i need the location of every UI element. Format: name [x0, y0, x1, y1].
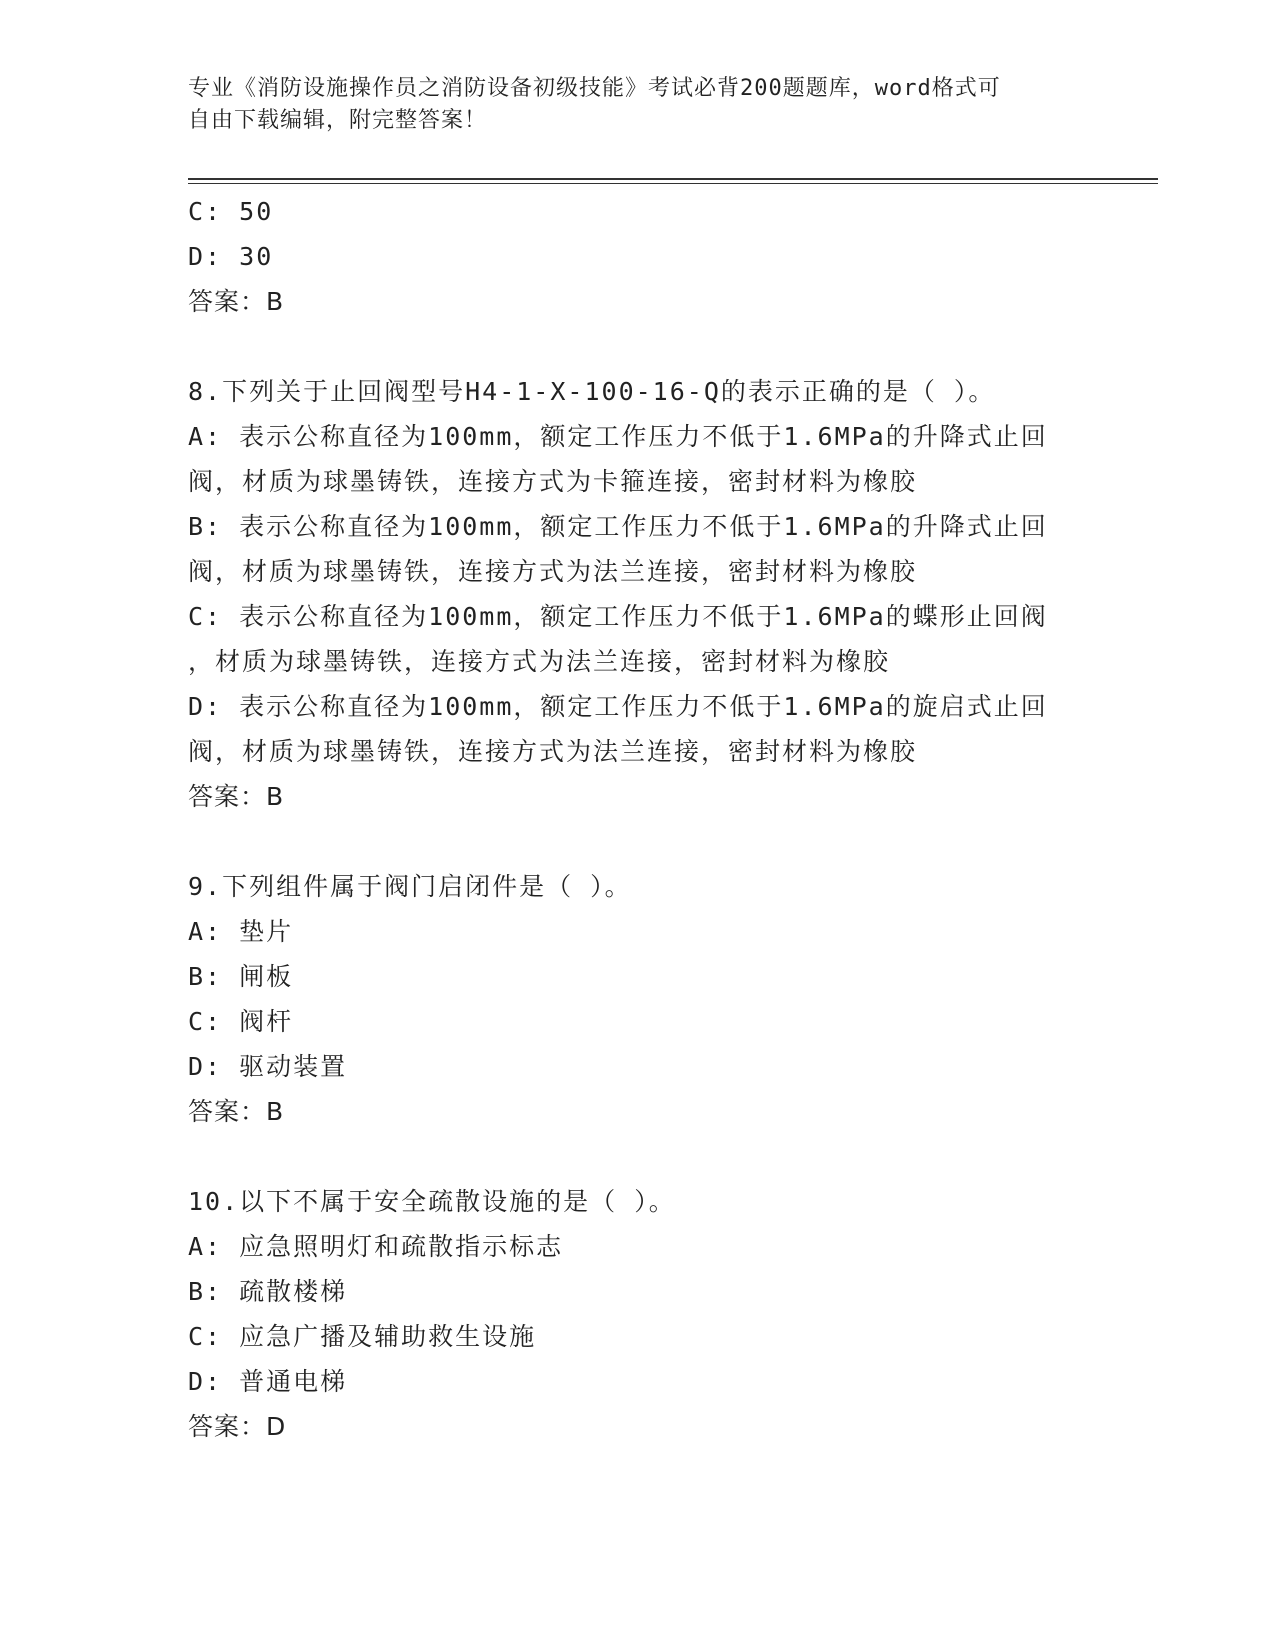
q8-option-a-line-2: 阀，材质为球墨铸铁，连接方式为卡箍连接，密封材料为橡胶 [188, 467, 918, 496]
q10-answer: 答案：D [188, 1412, 287, 1441]
q10-stem: 10.以下不属于安全疏散设施的是（ ）。 [188, 1187, 676, 1216]
q9-option-b: B: 闸板 [188, 962, 294, 991]
q8-option-b-line-2: 阀，材质为球墨铸铁，连接方式为法兰连接，密封材料为橡胶 [188, 557, 918, 586]
page-header [188, 73, 1068, 137]
q10-option-b: B: 疏散楼梯 [188, 1277, 348, 1306]
prev-answer: 答案：B [188, 287, 285, 316]
spacer [188, 819, 1088, 864]
q8-option-c-line-1: C: 表示公称直径为100mm，额定工作压力不低于1.6MPa的蝶形止回阀 [188, 602, 1048, 631]
header-divider [188, 178, 1158, 184]
q10-option-d: D: 普通电梯 [188, 1367, 348, 1396]
q10-option-a: A: 应急照明灯和疏散指示标志 [188, 1232, 564, 1261]
q8-answer: 答案：B [188, 782, 285, 811]
q9-stem: 9.下列组件属于阀门启闭件是（ ）。 [188, 872, 632, 901]
q8-option-a-line-1: A: 表示公称直径为100mm，额定工作压力不低于1.6MPa的升降式止回 [188, 422, 1048, 451]
q8-option-d-line-2: 阀，材质为球墨铸铁，连接方式为法兰连接，密封材料为橡胶 [188, 737, 918, 766]
q8-option-b-line-1: B: 表示公称直径为100mm，额定工作压力不低于1.6MPa的升降式止回 [188, 512, 1048, 541]
spacer [188, 1134, 1088, 1179]
q9-option-a: A: 垫片 [188, 917, 294, 946]
q9-option-d: D: 驱动装置 [188, 1052, 348, 1081]
q8-stem: 8.下列关于止回阀型号H4-1-X-100-16-Q的表示正确的是（ ）。 [188, 377, 996, 406]
q10-option-c: C: 应急广播及辅助救生设施 [188, 1322, 537, 1351]
question-list [188, 189, 1088, 1449]
spacer [188, 324, 1088, 369]
q9-option-c: C: 阀杆 [188, 1007, 294, 1036]
prev-option-d: D: 30 [188, 242, 274, 271]
header-title-line-1: 专业《消防设施操作员之消防设备初级技能》考试必背200题题库，word格式可 [188, 76, 1001, 101]
header-title-line-2: 自由下载编辑，附完整答案！ [188, 108, 488, 133]
q9-answer: 答案：B [188, 1097, 285, 1126]
q8-option-d-line-1: D: 表示公称直径为100mm，额定工作压力不低于1.6MPa的旋启式止回 [188, 692, 1048, 721]
q8-option-c-line-2: ，材质为球墨铸铁，连接方式为法兰连接，密封材料为橡胶 [188, 647, 891, 676]
prev-option-c: C: 50 [188, 197, 274, 226]
